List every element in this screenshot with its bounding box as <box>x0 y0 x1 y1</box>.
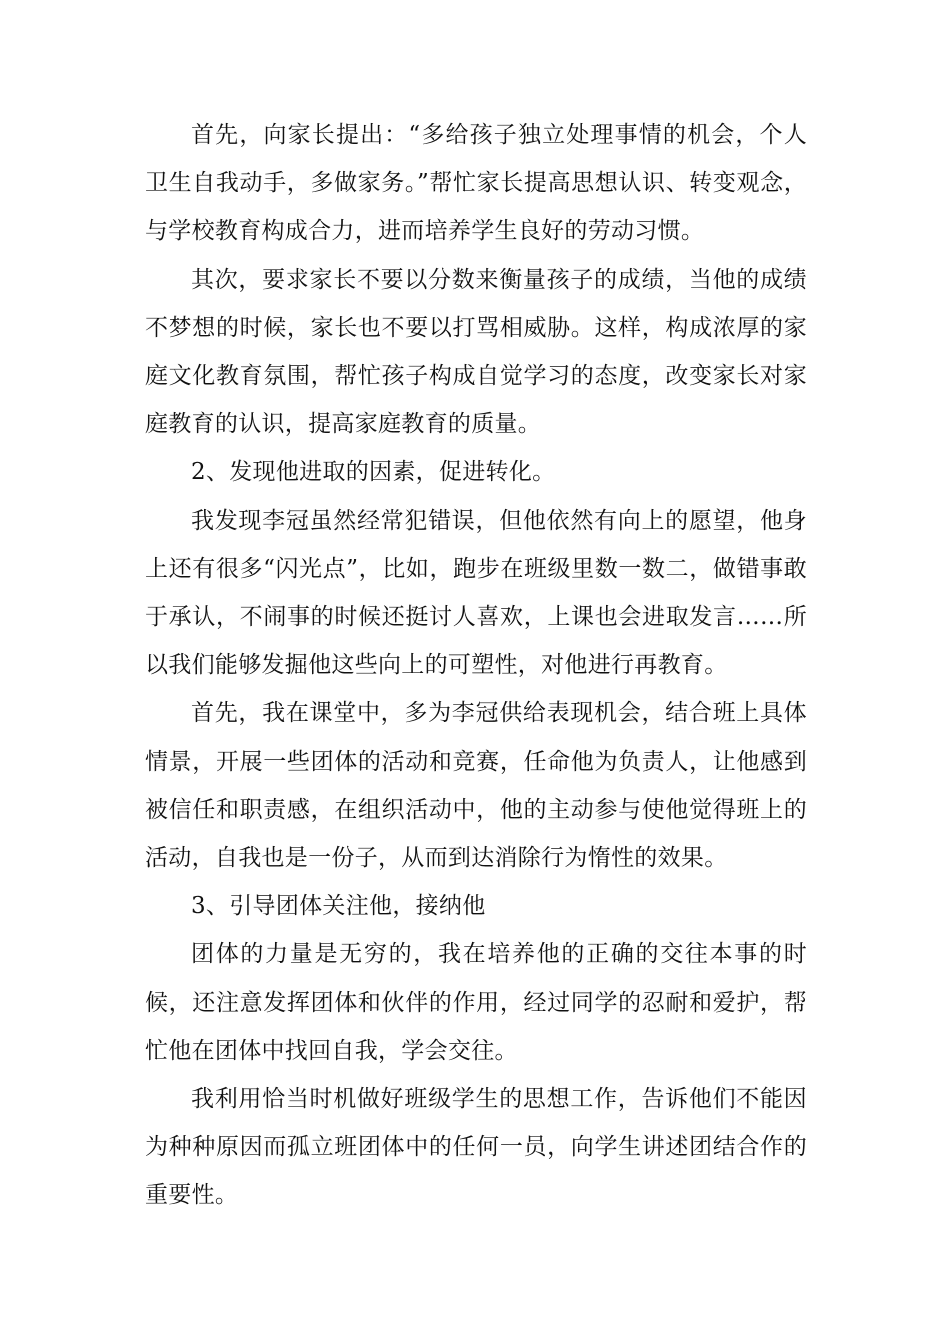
paragraph-unity-teaching: 我利用恰当时机做好班级学生的思想工作，告诉他们不能因为种种原因而孤立班团体中的任何一员，向学生讲述团结合作的重要性。 <box>145 1086 807 1209</box>
section-heading-2: 2、发现他进取的因素，促进转化。 <box>191 459 556 486</box>
section-heading-3: 3、引导团体关注他，接纳他 <box>191 893 486 920</box>
paragraph-group-power: 团体的力量是无穷的，我在培养他的正确的交往本事的时候，还注意发挥团体和伙伴的作用，经过同学的忍耐和爱护，帮忙他在团体中找回自我，学会交往。 <box>145 941 807 1064</box>
paragraph-grades-attitude: 其次，要求家长不要以分数来衡量孩子的成绩，当他的成绩不梦想的时候，家长也不要以打骂相威胁。这样，构成浓厚的家庭文化教育氛围，帮忙孩子构成自觉学习的态度，改变家长对家庭教育的认识，提高家庭教育的质量。 <box>145 266 807 438</box>
paragraph-bright-spots: 我发现李冠虽然经常犯错误，但他依然有向上的愿望，他身上还有很多“闪光点”，比如，跑步在班级里数一数二，做错事敢于承认，不闹事的时候还挺讨人喜欢，上课也会进取发言……所以我们能够发掘他这些向上的可塑性，对他进行再教育。 <box>145 507 807 679</box>
document-body <box>145 111 807 1220</box>
paragraph-parent-cooperation: 首先，向家长提出：“多给孩子独立处理事情的机会，个人卫生自我动手，多做家务。”帮忙家长提高思想认识、转变观念，与学校教育构成合力，进而培养学生良好的劳动习惯。 <box>145 122 807 245</box>
paragraph-classroom-opportunities: 首先，我在课堂中，多为李冠供给表现机会，结合班上具体情景，开展一些团体的活动和竞赛，任命他为负责人，让他感到被信任和职责感，在组织活动中，他的主动参与使他觉得班上的活动，自我也是一份子，从而到达消除行为惰性的效果。 <box>145 700 807 872</box>
